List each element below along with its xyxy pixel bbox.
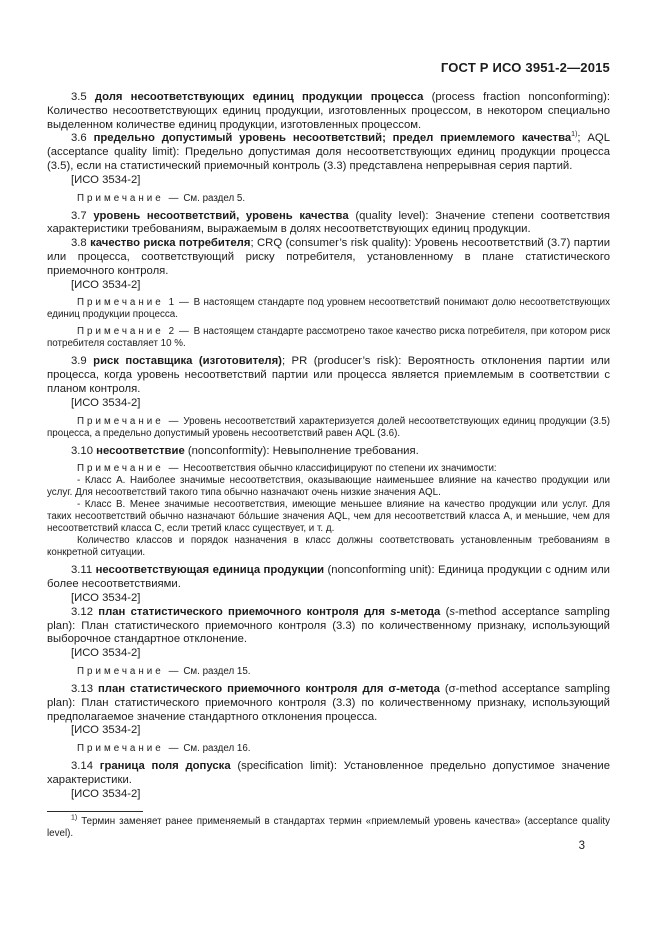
note-label: Примечание [77, 297, 164, 309]
text-run: ( [440, 605, 450, 618]
term-text: риск поставщика (изготовителя) [93, 355, 282, 368]
note-block [47, 193, 610, 205]
definition-paragraph [47, 237, 610, 278]
standard-reference: [ИСО 3534-2] [71, 396, 141, 409]
definition-paragraph [47, 564, 610, 592]
note-block [47, 297, 610, 321]
note-block [47, 463, 610, 559]
note-block [47, 416, 610, 440]
note-paragraph: Примечание 2 — В настоящем стандарте рассмотрено такое качество риска потребителя, при котором риск потребителя составляет 10 %. [47, 326, 610, 350]
note-paragraph: Примечание — См. раздел 15. [77, 665, 251, 677]
standard-reference: [ИСО 3534-2] [71, 591, 141, 604]
footnote-body: Термин заменяет ранее применяемый в стандартах термин «приемлемый уровень качества» (acceptance quality level). [47, 815, 610, 839]
page-number: 3 [578, 840, 585, 852]
text-run: s [449, 605, 456, 618]
note-label: Примечание [77, 415, 164, 427]
standard-reference: [ИСО 3534-2] [71, 724, 141, 737]
definition-paragraph [47, 210, 610, 238]
text-run: 3.11 [71, 564, 96, 577]
text-run: 3.14 [71, 760, 100, 773]
standard-reference: [ИСО 3534-2] [71, 173, 141, 186]
footnote-marker: 1) [71, 814, 78, 822]
note-paragraph: - Класс В. Менее значимые несоответствия, имеющие меньшее влияние на качество продукции или услуг. Для таких несоответствий обычно назначают бо́льшие значения AQL, чем для несоответствий класса А, и меньшие, чем для несоответствий класса С, если третий класс существует, и т. д. [47, 499, 610, 535]
text-run: (specification limit): Установленное предельно допустимое значение характеристики. [47, 760, 610, 786]
term-text: граница поля допуска [99, 760, 231, 773]
term-text: качество риска потребителя [90, 237, 251, 250]
term-text: несоответствие [96, 444, 185, 457]
text-run: (process fraction nonconforming): Количество несоответствующих единиц продукции, изготовленных процессом, в некотором специально выделенном количестве единиц продукции, изготовленных процессом. [47, 91, 610, 131]
term-text: предельно допустимый уровень несоответствий; предел приемлемого качества [93, 132, 572, 145]
term-text: несоответствующая единица продукции [95, 564, 325, 577]
footnote-separator-rule [47, 811, 143, 812]
term-text: план статистического приемочного контроля для [98, 605, 391, 618]
definition-paragraph [47, 91, 610, 132]
note-label: Примечание [77, 743, 164, 755]
text-run: 3.12 [71, 605, 99, 618]
note-label: Примечание [77, 326, 164, 338]
note-block [47, 743, 610, 755]
definition-paragraph [47, 683, 610, 724]
footnote-ref-marker: 1) [571, 131, 578, 139]
note-paragraph: Количество классов и порядок назначения в класс должны соответствовать установленным требованиям в конкретной ситуации. [47, 535, 610, 559]
note-block [47, 666, 610, 678]
definition-paragraph [47, 132, 610, 173]
standard-reference: [ИСО 3534-2] [71, 278, 141, 291]
text-run: 3.8 [71, 237, 91, 250]
footnote-text [47, 816, 610, 840]
definition-paragraph [47, 445, 610, 459]
standard-reference: [ИСО 3534-2] [71, 787, 141, 800]
text-run: ; PR (producer’s risk): Вероятность отклонения партии или процесса, когда уровень несоответствий партии или процесса является приемлемым в соответствии с планом контроля. [47, 355, 611, 395]
definition-paragraph [47, 760, 610, 788]
text-run: (nonconformity): Невыполнение требования. [184, 444, 419, 457]
text-run: 3.7 [71, 209, 94, 222]
term-text: уровень несоответствий, уровень качества [93, 209, 349, 222]
footnote-section [47, 811, 610, 840]
note-paragraph: Примечание — См. раздел 5. [77, 192, 246, 204]
text-run: ; CRQ (consumer’s risk quality): Уровень несоответствий (3.7) партии или процесса, соответствующий риску потребителя, установленному в плане статистического приемочного контроля. [47, 237, 611, 277]
definition-paragraph [47, 355, 610, 396]
term-text: доля несоответствующих единиц продукции процесса [94, 91, 424, 103]
text-run: (nonconforming unit): Единица продукции с одним или более несоответствиями. [47, 564, 610, 591]
text-run: 3.6 [71, 132, 94, 145]
note-label: Примечание [77, 463, 164, 475]
note-label: Примечание [77, 665, 164, 677]
note-paragraph: Примечание — См. раздел 16. [77, 743, 251, 755]
note-paragraph: Примечание — Уровень несоответствий характеризуется долей несоответствующих единиц продукции (3.5) процесса, а предельно допустимый уровень несоответствий равен AQL (3.6). [47, 415, 610, 439]
standard-reference: [ИСО 3534-2] [71, 647, 141, 660]
note-paragraph: - Класс А. Наиболее значимые несоответствия, оказывающие наименьшее влияние на качество продукции или услуг. Для несоответствий такого типа обычно назначают очень низкие значения AQL. [47, 475, 610, 499]
text-run: -method acceptance sampling plan): План статистического приемочного контроля (3.3) по количественному признаку, использующий выборочное стандартное отклонение. [47, 605, 610, 646]
term-text: -метода [396, 605, 441, 618]
note-block [47, 326, 610, 350]
text-run: 3.13 [71, 682, 98, 695]
text-run: ; AQL (acceptance quality limit): Предельно допустимая доля несоответствующих единиц продукции процесса (3.5), если на статистический приемочный контроль (3.3) представлена непрерывная серия партий. [47, 132, 611, 172]
note-label: Примечание [77, 192, 164, 204]
text-run: 3.9 [71, 355, 94, 368]
note-paragraph: Примечание 1 — В настоящем стандарте под уровнем несоответствий понимают долю несоответствующих единиц продукции процесса. [47, 297, 610, 321]
note-paragraph: Примечание — Несоответствия обычно классифицируют по степени их значимости: [77, 463, 497, 475]
term-text: план статистического приемочного контроля для σ-метода [97, 682, 440, 695]
text-run: (σ-method acceptance sampling plan): План статистического приемочного контроля (3.3) по количественному признаку, использующий предполагаемое значение стандартного отклонения процесса. [47, 682, 610, 723]
term-text: s [390, 605, 397, 618]
text-run: (quality level): Значение степени соответствия характеристики требованиям, выражаемым в долях несоответствующих единиц продукции. [47, 209, 610, 236]
document-header: ГОСТ Р ИСО 3951-2—2015 [440, 60, 610, 75]
document-content [47, 91, 610, 802]
text-run: 3.5 [71, 91, 95, 103]
text-run: 3.10 [71, 444, 97, 457]
definition-paragraph [47, 606, 610, 647]
